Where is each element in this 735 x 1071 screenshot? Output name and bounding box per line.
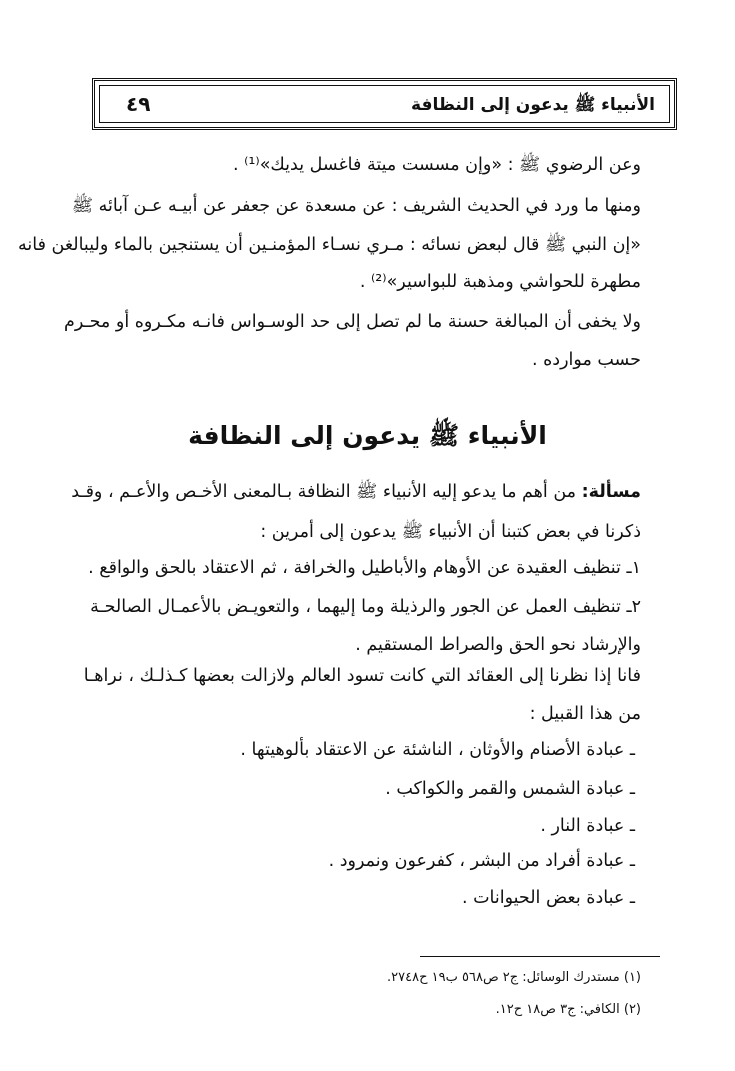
list-item-2-line-1: ٢ـ تنظيف العمل عن الجور والرذيلة وما إليهما ، والتعويـض بالأعمـال الصالحـة [90,597,641,617]
bullet-item: ـ عبادة أفراد من البشر ، كفرعون ونمرود . [328,851,635,871]
paragraph-1-line-1: وعن الرضوي ﷺ : «وإن مسست ميتة فاغسل يديك»⁽¹⁾ . [232,155,641,175]
paragraph-2-line-1: ومنها ما ورد في الحديث الشريف : عن مسعدة عن جعفر عن أبيـه عـن آبائه ﷺ [71,196,641,216]
paragraph-2-line-2: «إن النبي ﷺ قال لبعض نسائه : مـري نسـاء المؤمنـين أن يستنجين بالماء وليبالغن فانه [17,235,641,255]
running-header-inner-border [99,85,670,123]
section-paragraph-line-2: من هذا القبيل : [529,704,641,724]
footnote-2: (٢) الكافي: ج٣ ص١٨ ح١٢. [495,1002,641,1017]
running-header [92,78,677,130]
bullet-item: ـ عبادة بعض الحيوانات . [461,888,635,908]
paragraph-2-line-3: مطهرة للحواشي ومذهبة للبواسير»⁽²⁾ . [359,272,641,292]
section-lead-word: مسألة: [581,482,641,502]
list-item-1: ١ـ تنظيف العقيدة عن الأوهام والأباطيل والخرافة ، ثم الاعتقاد بالحق والواقع . [88,558,641,578]
list-item-2-line-2: والإرشاد نحو الحق والصراط المستقيم . [355,635,641,655]
section-paragraph-line-1: فانا إذا نظرنا إلى العقائد التي كانت تسود العالم ولازالت بعضها كـذلـك ، نراهـا [83,666,641,686]
paragraph-3-line-1: ولا يخفى أن المبالغة حسنة ما لم تصل إلى حد الوسـواس فانـه مكـروه أو محـرم [64,312,641,332]
footnote-1: (١) مستدرك الوسائل: ج٢ ص٥٦٨ ب١٩ ح٢٧٤٨. [387,970,641,985]
footnote-divider [420,956,660,957]
page-number: ٤٩ [126,92,151,116]
section-line-1 [71,480,641,506]
paragraph-3-line-2: حسب موارده . [532,350,641,370]
bullet-item: ـ عبادة الأصنام والأوثان ، الناشئة عن الاعتقاد بألوهيتها . [240,740,635,760]
bullet-item: ـ عبادة الشمس والقمر والكواكب . [385,779,635,799]
bullet-item: ـ عبادة النار . [540,816,635,836]
section-line-1-text: من أهم ما يدعو إليه الأنبياء ﷺ النظافة بـالمعنى الأخـص والأعـم ، وقـد [71,482,582,502]
section-line-2: ذكرنا في بعض كتبنا أن الأنبياء ﷺ يدعون إلى أمرين : [260,522,641,542]
section-heading: الأنبياء ﷺ يدعون إلى النظافة [188,421,547,450]
running-title: الأنبياء ﷺ يدعون إلى النظافة [411,95,655,115]
